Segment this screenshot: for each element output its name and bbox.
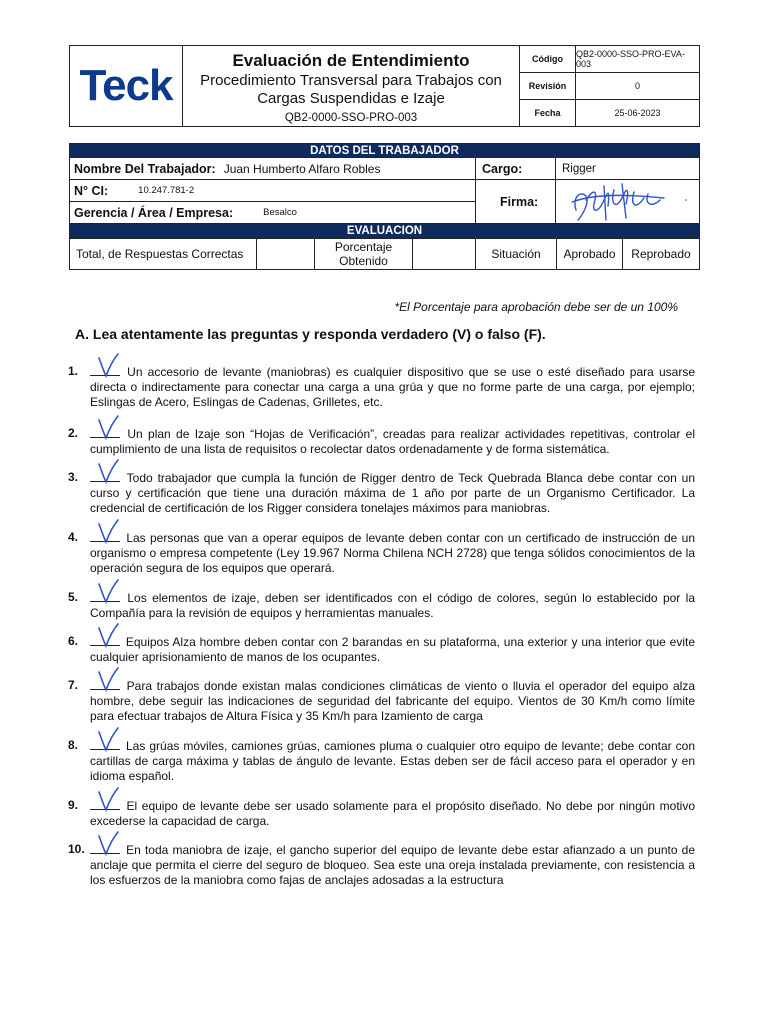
meta-row-revision: Revisión 0 <box>520 73 699 100</box>
teck-logo: Teck <box>70 46 183 126</box>
worker-ci-firma-row <box>70 180 699 224</box>
reprobado-label: Reprobado <box>631 247 691 261</box>
question-item <box>68 798 695 829</box>
question-text: El equipo de levante debe ser usado solamente para el propósito diseñado. No debe por ningún motivo excederse la capacidad de carga. <box>90 799 695 828</box>
cargo-value: Rigger <box>562 162 596 175</box>
question-text: Un accesorio de levante (maniobras) es cualquier dispositivo que se use o esté diseñado para usarse directa o indirectamente para conectar una carga a una grúa y que no forme parte de una carga, por ejemplo; Eslingas de Acero, Eslingas de Cadenas, Grilletes, etc. <box>90 365 695 409</box>
answer-blank[interactable] <box>90 798 120 810</box>
approval-note: *El Porcentaje para aprobación debe ser de un 100% <box>394 300 678 314</box>
answer-blank[interactable] <box>90 634 120 646</box>
question-text: En toda maniobra de izaje, el gancho superior del equipo de levante debe estar afianzado a un punto de anclaje que permita el cierre del seguro de bloqueo. Sea este una oreja instalada previamente, con resistencia a los esfuerzos de la maniobra como fajas de anclajes adosadas a la estructura <box>90 843 695 887</box>
question-item <box>68 470 695 516</box>
meta-row-fecha: Fecha 25-06-2023 <box>520 100 699 126</box>
ci-row <box>70 180 475 202</box>
answer-blank[interactable] <box>90 678 120 690</box>
question-number: 9. <box>68 798 79 812</box>
name-value: Juan Humberto Alfaro Robles <box>223 161 381 176</box>
document-subtitle: Procedimiento Transversal para Trabajos con Cargas Suspendidas e Izaje <box>200 72 502 107</box>
handwritten-v-mark-icon <box>96 666 120 692</box>
question-text: Equipos Alza hombre deben contar con 2 barandas en su plataforma, una exterior y una interior que evite cualquier aprisionamiento de manos de los ocupantes. <box>90 635 695 664</box>
signature-scribble-icon <box>564 180 704 224</box>
question-item <box>68 426 695 457</box>
answer-blank[interactable] <box>90 530 120 542</box>
gerencia-row <box>70 202 475 223</box>
question-text: Los elementos de izaje, deben ser identificados con el código de colores, según lo establecido por la Compañía para la revisión de equipos y herramientas manuales. <box>90 591 695 620</box>
question-number: 1. <box>68 364 79 378</box>
question-item <box>68 842 695 888</box>
question-number: 8. <box>68 738 79 752</box>
total-value <box>257 239 315 269</box>
handwritten-v-mark-icon <box>96 352 120 378</box>
question-number: 3. <box>68 470 79 484</box>
question-item <box>68 678 695 724</box>
gerencia-label: Gerencia / Área / Empresa: <box>74 205 234 220</box>
question-text: Las personas que van a operar equipos de levante deben contar con un certificado de instrucción de un organismo o empresa competente (Ley 19.967 Norma Chilena NCH 2728) que tenga sólidos conocimientos de la operación segura de los equipos que operará. <box>90 531 695 575</box>
header-title-block <box>183 46 520 126</box>
total-label: Total, de Respuestas Correctas <box>70 239 257 269</box>
question-number: 5. <box>68 590 79 604</box>
document-code: QB2-0000-SSO-PRO-003 <box>284 112 418 124</box>
question-number: 10. <box>68 842 85 856</box>
question-text: Las grúas móviles, camiones grúas, camiones pluma o cualquier otro equipo de levante; debe contar con cartillas de carga máxima y tablas de ángulo de levante. Estas deben ser de fácil acceso para el operador y en idioma español. <box>90 739 695 783</box>
meta-row-codigo: Código QB2-0000-SSO-PRO-EVA-003 <box>520 46 699 73</box>
worker-name-row <box>70 158 699 180</box>
situacion-label: Situación <box>476 239 557 269</box>
evaluation-row <box>70 239 699 269</box>
name-label: Nombre Del Trabajador: <box>74 161 216 176</box>
handwritten-v-mark-icon <box>96 518 120 544</box>
document-title: Evaluación de Entendimiento <box>232 51 470 70</box>
question-item <box>68 364 695 410</box>
ci-value: 10.247.781-2 <box>138 185 195 196</box>
question-text: Para trabajos donde existan malas condiciones climáticas de viento o lluvia el operador del equipo alza hombre, debe seguir las indicaciones de seguridad del fabricante del equipo. Vientos de 30 Km/h como límite para efectuar trabajos de Altura Física y 35 Km/h para Izamiento de carga <box>90 679 695 723</box>
percent-value <box>413 239 476 269</box>
question-item <box>68 530 695 576</box>
gerencia-value: Besalco <box>263 207 297 218</box>
handwritten-v-mark-icon <box>96 726 120 752</box>
answer-blank[interactable] <box>90 364 120 376</box>
question-number: 6. <box>68 634 79 648</box>
handwritten-v-mark-icon <box>96 786 120 812</box>
answer-blank[interactable] <box>90 470 120 482</box>
ci-label: N° CI: <box>74 183 109 198</box>
question-item <box>68 738 695 784</box>
handwritten-v-mark-icon <box>96 622 120 648</box>
question-number: 7. <box>68 678 79 692</box>
question-item <box>68 590 695 621</box>
cargo-label: Cargo: <box>476 158 556 179</box>
question-text: Todo trabajador que cumpla la función de Rigger dentro de Teck Quebrada Blanca debe contar con un curso y certificación que tiene una duración máxima de 1 año por parte de un Organismo Certificador. La credencial de certificación de los Rigger considera tonelajes máximos para maniobras. <box>90 471 695 515</box>
answer-blank[interactable] <box>90 738 120 750</box>
header-meta <box>520 46 699 126</box>
firma-label: Firma: <box>476 180 556 223</box>
aprobado-label: Aprobado <box>557 239 623 269</box>
question-number: 2. <box>68 426 79 440</box>
answer-blank[interactable] <box>90 426 120 438</box>
question-item <box>68 634 695 665</box>
handwritten-v-mark-icon <box>96 830 120 856</box>
signature <box>556 180 699 223</box>
handwritten-v-mark-icon <box>96 578 120 604</box>
question-text: Un plan de Izaje son “Hojas de Verificación”, creadas para realizar actividades repetitivas, controlar el cumplimiento de una lista de requisitos o recolectar datos ordenadamente y de forma sistemática. <box>90 427 695 456</box>
worker-band: DATOS DEL TRABAJADOR <box>70 144 699 158</box>
section-a-title: A. Lea atentamente las preguntas y responda verdadero (V) o falso (F). <box>75 326 546 342</box>
worker-data-table <box>69 143 700 270</box>
percent-label: Porcentaje Obtenido <box>315 239 413 269</box>
handwritten-v-mark-icon <box>96 458 120 484</box>
document-header <box>69 45 700 127</box>
evaluation-band: EVALUACION <box>70 224 699 239</box>
answer-blank[interactable] <box>90 590 120 602</box>
question-number: 4. <box>68 530 79 544</box>
handwritten-v-mark-icon <box>96 414 120 440</box>
answer-blank[interactable] <box>90 842 120 854</box>
